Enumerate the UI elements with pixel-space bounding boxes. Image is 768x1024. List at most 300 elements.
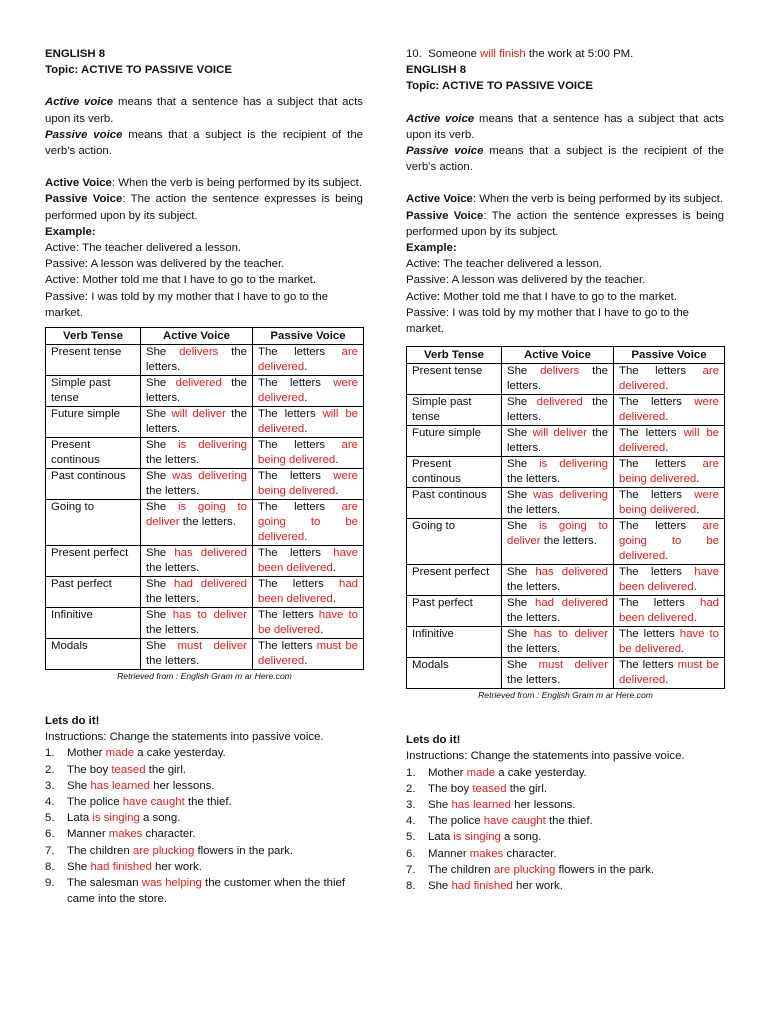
table-row — [407, 395, 725, 426]
table-row — [407, 364, 725, 395]
item-verb: teased — [472, 782, 507, 795]
example-line: Passive: A lesson was delivered by the teacher. — [406, 274, 646, 287]
example-line: Active: Mother told me that I have to go to the market. — [45, 274, 316, 287]
item-number: 10. — [406, 48, 422, 60]
table-row — [407, 457, 725, 488]
active-verb: will deliver — [532, 427, 587, 440]
active-voice-cell — [141, 639, 253, 670]
passive-verb: were being delivered — [258, 470, 358, 498]
list-item — [45, 810, 363, 826]
cell-text: The letters — [619, 365, 703, 378]
item-text: a song. — [500, 831, 542, 844]
passive-voice-explanation — [406, 208, 724, 240]
list-item — [406, 781, 724, 797]
header-verb-tense: Verb Tense — [407, 347, 502, 364]
active-verb: had delivered — [535, 597, 608, 610]
active-voice-term: Active voice — [45, 96, 114, 109]
verb-tense-cell: Present tense — [46, 345, 141, 376]
instructions: Instructions: Change the statements into passive voice. — [45, 731, 324, 744]
passive-voice-cell — [614, 395, 725, 426]
verb-tense-cell: Present perfect — [407, 565, 502, 596]
passive-voice-cell — [253, 577, 364, 608]
left-worksheet-column — [45, 46, 363, 907]
cell-text: She — [507, 458, 540, 471]
item-number: 1. — [45, 747, 55, 760]
item-number: 2. — [406, 782, 416, 795]
passive-verb: are being delivered — [619, 458, 719, 486]
passive-verb: must be delivered — [619, 659, 719, 687]
cell-text: She — [507, 396, 537, 409]
cell-text: She — [507, 659, 539, 672]
item-text: character. — [142, 828, 196, 841]
cell-text: The letters — [619, 659, 678, 672]
course-title: ENGLISH 8 — [406, 64, 467, 77]
item-text: She — [67, 860, 91, 873]
table-row — [46, 608, 364, 639]
passive-voice-cell — [253, 639, 364, 670]
table-row — [46, 438, 364, 469]
cell-text: The letters — [258, 408, 323, 421]
active-verb: delivers — [179, 346, 219, 359]
verb-tense-cell: Future simple — [407, 426, 502, 457]
course-title: ENGLISH 8 — [45, 48, 106, 60]
cell-text: . — [693, 581, 697, 594]
item-text: her lessons. — [510, 799, 576, 812]
active-verb: had delivered — [174, 578, 247, 591]
active-voice-cell — [502, 457, 614, 488]
item-verb: is singing — [92, 812, 140, 825]
passive-verb: were delivered — [258, 377, 358, 405]
item-verb: are plucking — [493, 863, 556, 876]
active-voice-definition — [45, 94, 363, 126]
cell-text: She — [507, 520, 539, 533]
cell-text: the letters. — [179, 516, 236, 529]
example-line: Active: The teacher delivered a lesson. — [45, 242, 242, 255]
cell-text: . — [696, 473, 700, 486]
passive-voice-cell — [614, 457, 725, 488]
active-verb: must deliver — [177, 640, 247, 653]
passive-verb: have been delivered — [619, 566, 719, 594]
passive-voice-cell — [253, 469, 364, 500]
item-text: The police — [428, 815, 484, 828]
passive-voice-cell — [253, 376, 364, 407]
passive-voice-cell — [253, 500, 364, 546]
cell-text: . — [665, 550, 669, 563]
item-text: the thief. — [545, 815, 593, 828]
example-label: Example: — [406, 242, 457, 255]
verb-tense-table — [406, 346, 725, 689]
verb-tense-cell: Past continous — [46, 469, 141, 500]
item-number: 7. — [45, 844, 55, 857]
item-verb: have caught — [122, 796, 185, 809]
item-number: 4. — [406, 815, 416, 828]
passive-voice-cell — [614, 519, 725, 565]
item-verb: is singing — [453, 831, 501, 844]
item-number: 9. — [45, 877, 55, 890]
table-row — [407, 658, 725, 689]
cell-text: . — [696, 504, 700, 517]
table-row — [46, 469, 364, 500]
verb-tense-cell: Infinitive — [46, 608, 141, 639]
cell-text: the letters. — [507, 581, 561, 594]
cell-text: The letters — [258, 377, 334, 390]
passive-voice-cell — [614, 488, 725, 519]
passive-verb: will be delivered — [619, 427, 720, 455]
cell-text: . — [665, 411, 669, 424]
topic-title: Topic: ACTIVE TO PASSIVE VOICE — [406, 80, 593, 93]
active-verb: has to deliver — [533, 628, 608, 641]
passive-verb: are delivered — [258, 346, 358, 374]
verb-tense-cell: Going to — [46, 500, 141, 546]
verb-tense-cell: Future simple — [46, 407, 141, 438]
passive-verb: were delivered — [619, 396, 719, 424]
item-text: Mother — [67, 747, 106, 760]
cell-text: She — [146, 346, 180, 359]
cell-text: the letters. — [507, 643, 561, 656]
active-voice-cell — [141, 469, 253, 500]
list-item — [406, 862, 724, 878]
cell-text: She — [507, 597, 536, 610]
cell-text: the letters. — [146, 346, 247, 374]
active-voice-cell — [502, 519, 614, 565]
header-passive-voice: Passive Voice — [614, 347, 725, 364]
active-verb: has delivered — [174, 547, 247, 560]
cell-text: The letters — [258, 609, 319, 622]
verb-tense-cell: Modals — [407, 658, 502, 689]
item-number: 1. — [406, 766, 416, 779]
example-line: Active: The teacher delivered a lesson. — [406, 258, 603, 271]
item-text: the girl. — [506, 782, 548, 795]
exercise-list — [406, 765, 724, 895]
cell-text: . — [320, 624, 324, 637]
cell-text: The letters — [258, 470, 334, 483]
exercise-item-10 — [406, 46, 724, 62]
passive-voice-text: means that a subject is the recipient of the verb’s action. — [45, 128, 363, 158]
cell-text: . — [665, 380, 669, 393]
active-voice-cell — [502, 565, 614, 596]
item-verb: are plucking — [132, 844, 195, 857]
list-item — [45, 826, 363, 842]
passive-voice-term: Passive voice — [45, 128, 123, 141]
cell-text: the letters. — [146, 593, 200, 606]
item-text: The boy — [67, 763, 112, 776]
active-voice-explanation — [406, 191, 724, 207]
table-header-row — [407, 347, 725, 364]
item-text: the work at 5:00 PM. — [525, 48, 634, 60]
table-row — [46, 577, 364, 608]
item-text: her work. — [512, 880, 563, 893]
table-row — [407, 565, 725, 596]
cell-text: the letters. — [540, 535, 597, 548]
table-row — [407, 596, 725, 627]
item-text: the customer when the thief came into the store. — [67, 877, 345, 906]
item-verb: makes — [108, 828, 143, 841]
item-text: She — [428, 880, 452, 893]
table-row — [46, 407, 364, 438]
list-item — [45, 745, 363, 761]
cell-text: The letters — [258, 439, 342, 452]
item-text: flowers in the park. — [194, 844, 294, 857]
cell-text: the letters. — [146, 485, 200, 498]
active-voice-text: means that a sentence has a subject that acts upon its verb. — [45, 96, 363, 125]
item-text: the thief. — [184, 796, 232, 809]
cell-text: the letters. — [146, 562, 200, 575]
cell-text: . — [304, 361, 308, 374]
active-voice-explanation-text: : When the verb is being performed by its subject. — [472, 193, 723, 206]
list-item — [45, 859, 363, 875]
passive-voice-cell — [614, 658, 725, 689]
cell-text: The letters — [258, 346, 342, 359]
header-passive-voice: Passive Voice — [253, 328, 364, 345]
active-verb: delivered — [175, 377, 222, 390]
active-verb: has delivered — [535, 566, 608, 579]
table-row — [46, 345, 364, 376]
active-voice-explanation — [45, 175, 363, 191]
item-text: Manner — [428, 847, 470, 860]
header-active-voice: Active Voice — [141, 328, 253, 345]
item-text: The salesman — [67, 877, 142, 890]
right-worksheet-column — [406, 46, 724, 894]
active-voice-cell — [502, 395, 614, 426]
cell-text: the letters. — [507, 427, 608, 455]
verb-tense-cell: Present tense — [407, 364, 502, 395]
item-text: She — [428, 799, 452, 812]
item-text: Manner — [67, 828, 109, 841]
header-active-voice: Active Voice — [502, 347, 614, 364]
active-voice-cell — [502, 426, 614, 457]
passive-verb: are going to be delivered — [258, 501, 358, 544]
item-text: Someone — [428, 48, 481, 60]
active-voice-cell — [141, 438, 253, 469]
cell-text: She — [146, 547, 175, 560]
item-verb: will finish — [480, 48, 526, 60]
verb-tense-cell: Infinitive — [407, 627, 502, 658]
cell-text: . — [332, 562, 336, 575]
list-item — [45, 843, 363, 859]
table-row — [407, 627, 725, 658]
cell-text: . — [665, 442, 669, 455]
cell-text: She — [507, 427, 533, 440]
list-item — [406, 765, 724, 781]
item-number: 5. — [45, 812, 55, 825]
item-text: Lata — [428, 831, 454, 844]
verb-tense-cell: Present continous — [407, 457, 502, 488]
cell-text: The letters — [258, 578, 339, 591]
active-verb: was delivering — [533, 489, 608, 502]
passive-voice-cell — [614, 565, 725, 596]
item-number: 3. — [45, 779, 55, 792]
cell-text: the letters. — [146, 377, 248, 405]
item-text: The police — [67, 796, 123, 809]
list-item — [45, 762, 363, 778]
cell-text: She — [146, 439, 179, 452]
example-line: Passive: I was told by my mother that I have to go to the market. — [45, 290, 329, 319]
cell-text: the letters. — [507, 612, 561, 625]
item-text: her work. — [151, 860, 202, 873]
item-text: The children — [67, 844, 133, 857]
cell-text: . — [681, 643, 685, 656]
passive-voice-label: Passive Voice — [406, 209, 484, 222]
active-verb: is delivering — [539, 458, 608, 471]
active-voice-text: means that a sentence has a subject that acts upon its verb. — [406, 112, 724, 141]
topic-title: Topic: ACTIVE TO PASSIVE VOICE — [45, 64, 232, 77]
active-voice-cell — [502, 488, 614, 519]
item-number: 3. — [406, 799, 416, 812]
verb-tense-cell: Present continous — [46, 438, 141, 469]
item-text: her lessons. — [149, 779, 215, 792]
cell-text: the letters. — [507, 473, 561, 486]
item-text: flowers in the park. — [555, 863, 655, 876]
item-verb: has learned — [451, 799, 511, 812]
item-verb: was helping — [141, 877, 202, 890]
list-item — [406, 797, 724, 813]
cell-text: The letters — [619, 489, 695, 502]
cell-text: The letters — [619, 566, 695, 579]
active-verb: is going to deliver — [146, 501, 247, 529]
item-text: the girl. — [145, 763, 187, 776]
active-voice-cell — [141, 608, 253, 639]
list-item — [406, 878, 724, 894]
active-voice-cell — [141, 376, 253, 407]
verb-tense-cell: Past continous — [407, 488, 502, 519]
cell-text: . — [304, 655, 308, 668]
item-verb: made — [466, 766, 496, 779]
item-verb: made — [105, 747, 135, 760]
cell-text: the letters. — [146, 624, 200, 637]
cell-text: She — [146, 578, 175, 591]
item-text: a song. — [139, 812, 181, 825]
passive-verb: are being delivered — [258, 439, 358, 467]
passive-voice-text: means that a subject is the recipient of the verb’s action. — [406, 145, 724, 174]
table-row — [407, 488, 725, 519]
passive-voice-cell — [253, 438, 364, 469]
cell-text: . — [335, 454, 339, 467]
item-verb: teased — [111, 763, 146, 776]
active-voice-cell — [502, 627, 614, 658]
cell-text: She — [146, 470, 173, 483]
table-row — [46, 376, 364, 407]
table-row — [46, 639, 364, 670]
cell-text: She — [507, 365, 541, 378]
table-header-row — [46, 328, 364, 345]
list-item — [406, 813, 724, 829]
item-verb: has learned — [90, 779, 150, 792]
list-item — [406, 829, 724, 845]
verb-tense-cell: Simple past tense — [46, 376, 141, 407]
cell-text: . — [665, 674, 669, 687]
passive-verb: must be delivered — [258, 640, 358, 668]
list-item — [45, 778, 363, 794]
active-voice-explanation-text: : When the verb is being performed by its subject. — [111, 177, 362, 190]
table-row — [46, 500, 364, 546]
cell-text: the letters. — [507, 396, 609, 424]
passive-voice-cell — [614, 364, 725, 395]
cell-text: She — [507, 566, 536, 579]
active-verb: was delivering — [172, 470, 247, 483]
cell-text: She — [146, 408, 172, 421]
active-verb: delivers — [540, 365, 580, 378]
item-verb: have caught — [483, 815, 546, 828]
passive-verb: had been delivered — [258, 578, 358, 606]
active-verb: delivered — [536, 396, 583, 409]
list-item — [45, 875, 363, 907]
cell-text: . — [304, 423, 308, 436]
item-text: Lata — [67, 812, 93, 825]
cell-text: She — [507, 489, 534, 502]
active-verb: is delivering — [178, 439, 247, 452]
list-item — [406, 846, 724, 862]
verb-tense-cell: Going to — [407, 519, 502, 565]
lets-do-it-heading: Lets do it! — [406, 734, 461, 747]
item-text: The boy — [428, 782, 473, 795]
active-voice-cell — [502, 364, 614, 395]
table-row — [407, 426, 725, 457]
cell-text: The letters — [258, 547, 334, 560]
passive-voice-cell — [253, 608, 364, 639]
cell-text: The letters — [619, 520, 703, 533]
passive-verb: are going to be delivered — [619, 520, 719, 563]
item-number: 6. — [45, 828, 55, 841]
cell-text: She — [146, 640, 178, 653]
cell-text: The letters — [258, 640, 317, 653]
cell-text: She — [507, 628, 534, 641]
example-line: Passive: I was told by my mother that I have to go to the market. — [406, 306, 690, 336]
item-text: The children — [428, 863, 494, 876]
verb-tense-cell: Present perfect — [46, 546, 141, 577]
active-voice-cell — [141, 500, 253, 546]
passive-verb: are delivered — [619, 365, 719, 393]
item-verb: had finished — [451, 880, 513, 893]
passive-voice-cell — [614, 426, 725, 457]
cell-text: The letters — [258, 501, 342, 514]
item-number: 2. — [45, 763, 55, 776]
cell-text: . — [304, 392, 308, 405]
passive-voice-label: Passive Voice — [45, 193, 123, 206]
cell-text: the letters. — [146, 454, 200, 467]
passive-voice-explanation — [45, 191, 363, 223]
active-voice-cell — [141, 546, 253, 577]
active-verb: must deliver — [538, 659, 608, 672]
item-number: 8. — [406, 880, 416, 893]
verb-tense-cell: Past perfect — [407, 596, 502, 627]
passive-voice-cell — [614, 596, 725, 627]
cell-text: the letters. — [507, 504, 561, 517]
active-voice-cell — [502, 596, 614, 627]
cell-text: She — [146, 377, 176, 390]
item-text: Mother — [428, 766, 467, 779]
passive-verb: had been delivered — [619, 597, 719, 625]
active-voice-cell — [141, 407, 253, 438]
example-label: Example: — [45, 225, 96, 238]
example-line: Active: Mother told me that I have to go to the market. — [406, 290, 677, 303]
item-verb: had finished — [90, 860, 152, 873]
passive-verb: were being delivered — [619, 489, 719, 517]
list-item — [45, 794, 363, 810]
cell-text: The letters — [619, 628, 680, 641]
item-number: 7. — [406, 863, 416, 876]
item-number: 4. — [45, 796, 55, 809]
passive-voice-cell — [253, 407, 364, 438]
passive-voice-cell — [253, 546, 364, 577]
active-voice-definition — [406, 111, 724, 143]
active-voice-label: Active Voice — [45, 177, 112, 190]
item-text: a cake yesterday. — [495, 766, 587, 779]
passive-voice-term: Passive voice — [406, 145, 484, 158]
passive-verb: have to be delivered — [619, 628, 719, 656]
lets-do-it-heading: Lets do it! — [45, 715, 100, 728]
cell-text: . — [304, 531, 308, 544]
cell-text: the letters. — [507, 365, 608, 393]
